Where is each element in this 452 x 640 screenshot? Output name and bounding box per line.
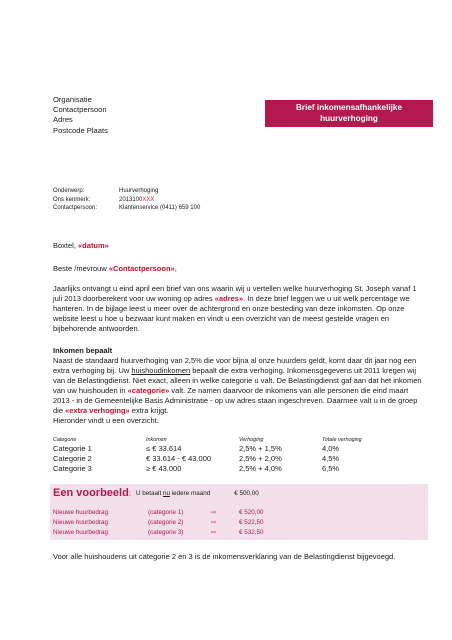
example-title-text: Een voorbeeld	[53, 487, 129, 499]
meta-row	[53, 196, 200, 205]
table-cell: 4,0%	[322, 444, 340, 453]
meta-label: Contactpersoon:	[53, 205, 98, 212]
underlined-term: huishoudinkomen	[131, 366, 191, 375]
row-label: Nieuwe huurbedrag	[53, 509, 108, 516]
table-cell: Categorie 3	[53, 464, 92, 473]
extra-increase-field: «extra verhoging»	[65, 406, 130, 415]
banner-line: Brief inkomensafhankelijke	[295, 103, 403, 112]
section-text: extra krijgt.	[129, 406, 169, 415]
table-cell: 4,5%	[322, 454, 340, 463]
meta-value: Huurverhoging	[119, 188, 159, 194]
row-category: (categorie 1)	[148, 509, 184, 516]
table-cell: Categorie 1	[53, 444, 92, 453]
arrow-right-icon: ⇨	[211, 509, 217, 516]
table-header	[53, 436, 392, 444]
row-label: Nieuwe huurbedrag	[53, 528, 108, 536]
salutation-text: Beste /mevrouw	[53, 264, 109, 273]
example-amount: € 500,00	[234, 490, 259, 497]
meta-value: Klantenservice (0411) 659 100	[119, 205, 201, 212]
place: Boxtel,	[53, 241, 79, 250]
meta-label: Ons kenmerk:	[53, 196, 91, 203]
table-cell: 2,5% + 1,5%	[239, 444, 282, 453]
example-row	[53, 508, 264, 518]
address-line: Organisatie	[53, 95, 92, 104]
example-row	[53, 518, 264, 528]
example-colon: :	[128, 489, 132, 498]
section-heading: Inkomen bepaalt	[53, 346, 113, 355]
table-row	[53, 444, 392, 454]
table-cell: 6,5%	[322, 464, 340, 473]
table-cell: ≤ € 33.614	[146, 444, 182, 453]
example-title	[53, 487, 131, 499]
table-header-cell: Inkomen	[146, 437, 167, 443]
meta-row	[53, 187, 200, 196]
place-date	[53, 241, 425, 251]
increase-table	[53, 436, 392, 474]
banner-line: huurverhoging	[320, 114, 378, 123]
section-text: Naast de standaard huurverhoging van 2,5% die voor bijna al onze huurders geldt, komt daar dit jaar nog een extra verhoging bij. Uw	[53, 356, 417, 375]
recipient-address	[53, 95, 108, 136]
letter-meta	[53, 187, 200, 213]
title-banner	[265, 100, 433, 127]
address-line: Postcode Plaats	[53, 125, 108, 135]
section-text: Hieronder vindt u een overzicht.	[53, 416, 159, 425]
meta-value: 2013100	[119, 196, 143, 203]
table-row	[53, 454, 392, 464]
row-amount: € 520,00	[239, 509, 264, 516]
example-text: iedere maand	[169, 490, 211, 497]
category-field: «categorie»	[127, 386, 170, 395]
section-text: valt. Ze namen daarvoor de inkomens van alle personen die eind maart 2013 - in de Gemeentelijke Basis Administratie - op uw adres staan ingeschreven. Daarmee valt u in de groep die	[53, 386, 418, 415]
address-line: Contactpersoon	[53, 105, 107, 115]
example-text: U betaalt	[136, 490, 163, 497]
row-category: (categorie 2)	[148, 518, 184, 526]
table-header-cell: Totale verhoging	[322, 437, 362, 443]
address-line: Adres	[53, 115, 73, 125]
intro-text: . In deze brief leggen we u uit welk percentage we hanteren. In de bijlage leest u meer over de achtergrond en onze besteding van deze inkomsten. Op onze website leest u hoe u bezwaar kunt maken en vindt u een overzicht van de meest gestelde vragen en bijbehorende antwoorden.	[53, 294, 410, 333]
table-row	[53, 464, 392, 474]
table-header-cell: Categorie	[53, 437, 77, 443]
footer-note: Voor alle huishoudens uit categorie 2 en 3 is de inkomensverklaring van de Belastingdienst bijgevoegd.	[53, 552, 396, 561]
example-rows	[53, 508, 264, 537]
table-header-cell: Verhoging	[239, 437, 264, 443]
row-label: Nieuwe huurbedrag	[53, 518, 108, 526]
meta-value-suffix: XXX	[142, 196, 155, 203]
section-text: bepaalt die extra verhoging. Inkomensgegevens uit 2011 kregen wij van de Belastingdienst. Niet exact, alleen in welke categorie u valt. De Belastingdienst gaf aan dat het inkomen van uw huishouden in	[53, 366, 422, 395]
table-cell: Categorie 2	[53, 454, 92, 463]
example-current-rent	[136, 490, 259, 497]
table-cell: € 33.614 - € 43.000	[146, 454, 212, 463]
income-section	[53, 346, 425, 426]
meta-label: Onderwerp:	[53, 188, 85, 194]
intro-paragraph	[53, 284, 425, 334]
example-now: nu	[162, 490, 170, 497]
arrow-right-icon: ⇨	[211, 518, 217, 526]
contact-field: «Contactpersoon»	[108, 264, 175, 273]
address-field: «adres»	[214, 294, 244, 303]
example-row	[53, 528, 264, 538]
table-cell: ≥ € 43.000	[146, 464, 182, 473]
date-field: «datum»	[78, 241, 109, 250]
row-category: (categorie 3)	[148, 528, 184, 536]
row-amount: € 522,50	[239, 518, 264, 526]
intro-text: Jaarlijks ontvangt u eind april een brief van ons waarin wij u vertellen welke huurverhoging St. Joseph vanaf 1 juli 2013 doorberekent voor uw woning op adres	[53, 284, 417, 303]
salutation-suffix: ,	[174, 264, 177, 273]
salutation	[53, 264, 425, 274]
table-cell: 2,5% + 4,0%	[239, 464, 282, 473]
meta-row	[53, 204, 200, 213]
arrow-right-icon: ⇨	[211, 528, 217, 536]
table-cell: 2,5% + 2,0%	[239, 454, 282, 463]
row-amount: € 532,50	[239, 528, 264, 536]
